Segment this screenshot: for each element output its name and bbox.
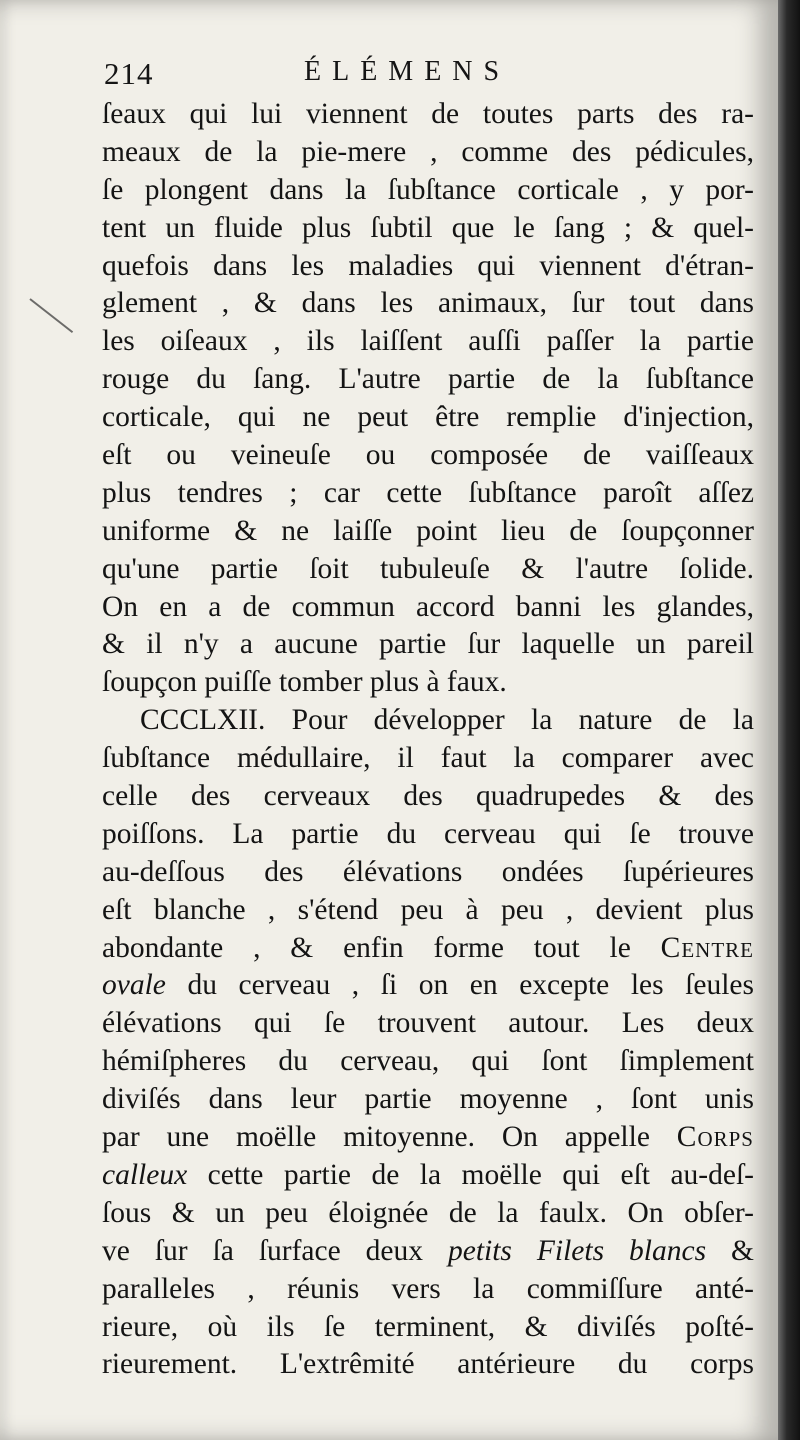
text-line: élévations qui ſe trouvent autour. Les deux — [102, 1007, 754, 1040]
text-line: diviſés dans leur partie moyenne , ſont unis — [102, 1083, 754, 1116]
italic-term: petits Filets blancs — [448, 1234, 707, 1267]
small-caps-term: Corps — [676, 1121, 754, 1154]
text-line — [102, 1119, 754, 1157]
text-line: tent un fluide plus ſubtil que le ſang ; & quel- — [102, 211, 754, 244]
paragraph-start-line: CCCLXII. Pour développer la nature de la — [140, 704, 754, 737]
text-line: eſt blanche , s'étend peu à peu , devient plus — [102, 893, 754, 926]
text-line: ſoupçon puiſſe tomber plus à faux. — [102, 666, 507, 699]
page-header — [104, 56, 754, 96]
text-line: poiſſons. La partie du cerveau qui ſe trouve — [102, 817, 754, 850]
text-run: & — [706, 1234, 754, 1267]
text-run: cette partie de la moëlle qui eſt au-deſ- — [187, 1158, 754, 1191]
italic-term: ovale — [102, 969, 166, 1002]
text-line: les oiſeaux , ils laiſſent auſſi paſſer la partie — [102, 325, 754, 358]
text-line: quefois dans les maladies qui viennent d'étran- — [102, 249, 754, 282]
text-line: meaux de la pie-mere , comme des pédicules, — [102, 135, 754, 168]
text-line: celle des cerveaux des quadrupedes & des — [102, 780, 754, 813]
text-run: ve ſur ſa ſurface deux — [102, 1234, 448, 1267]
text-line: & il n'y a aucune partie ſur laquelle un pareil — [102, 628, 754, 661]
text-line: ſubſtance médullaire, il faut la comparer avec — [102, 742, 754, 775]
text-line — [102, 1157, 754, 1195]
text-line: eſt ou veineuſe ou composée de vaiſſeaux — [102, 439, 754, 472]
margin-pen-mark — [29, 298, 73, 333]
text-line — [102, 967, 754, 1005]
text-line: ſeaux qui lui viennent de toutes parts des ra- — [102, 98, 754, 130]
small-caps-term: Centre — [660, 931, 754, 964]
text-line: rieurement. L'extrêmité antérieure du corps — [102, 1348, 754, 1381]
text-line: glement , & dans les animaux, ſur tout dans — [102, 287, 754, 320]
body-text — [102, 96, 754, 1384]
running-title: ÉLÉMENS — [304, 56, 511, 87]
text-run: par une moëlle mitoyenne. On appelle — [102, 1121, 677, 1154]
text-line: rieure, où ils ſe terminent, & diviſés poſté- — [102, 1310, 754, 1343]
text-line — [102, 930, 754, 968]
text-line: plus tendres ; car cette ſubſtance paroît aſſez — [102, 476, 754, 509]
text-run: du cerveau , ſi on en excepte les ſeules — [165, 969, 754, 1002]
text-line — [102, 1233, 754, 1271]
text-run: abondante , & enfin forme tout le — [102, 931, 661, 964]
text-line: corticale, qui ne peut être remplie d'injection, — [102, 401, 754, 434]
text-line: ſous & un peu éloignée de la faulx. On obſer- — [102, 1196, 754, 1229]
text-line: qu'une partie ſoit tubuleuſe & l'autre ſolide. — [102, 552, 754, 585]
text-line: au-deſſous des élévations ondées ſupérieures — [102, 855, 754, 888]
page-number: 214 — [104, 56, 154, 91]
text-line: paralleles , réunis vers la commiſſure anté- — [102, 1272, 754, 1305]
text-line: On en a de commun accord banni les glandes, — [102, 590, 754, 623]
text-line: ſe plongent dans la ſubſtance corticale , y por- — [102, 173, 754, 206]
text-line: rouge du ſang. L'autre partie de la ſubſtance — [102, 363, 754, 396]
text-line: hémiſpheres du cerveau, qui ſont ſimplement — [102, 1045, 754, 1078]
book-edge-shadow — [778, 0, 800, 1440]
text-line: uniforme & ne laiſſe point lieu de ſoupçonner — [102, 514, 754, 547]
italic-term: calleux — [102, 1158, 188, 1191]
